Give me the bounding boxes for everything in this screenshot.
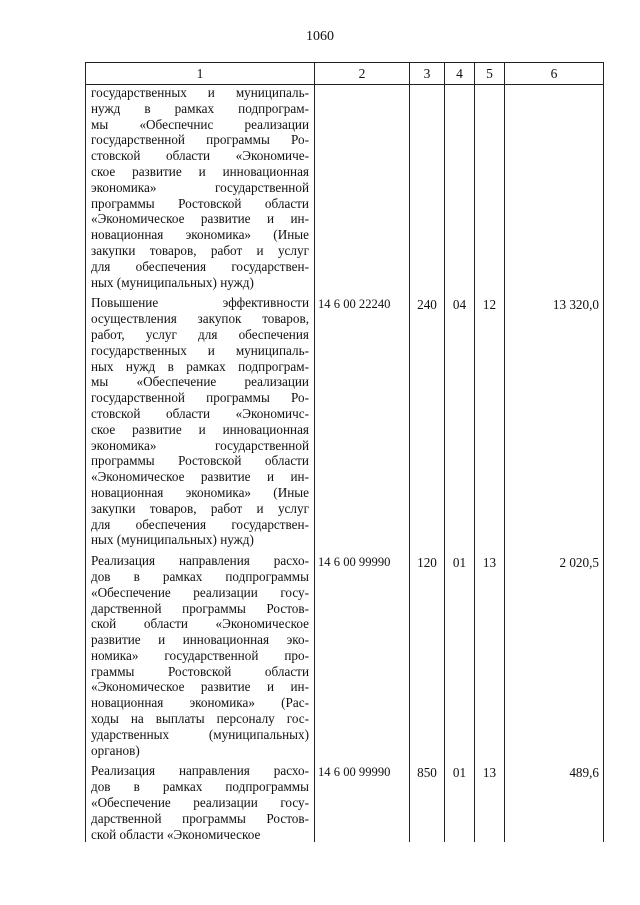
description-line: государственной программы Ро- (91, 132, 309, 148)
description-line: ской области «Экономическое (91, 826, 261, 842)
subsection-code (475, 85, 505, 291)
description-line: мы «Обеспечение реализации (91, 374, 309, 390)
description-line: стовской области «Экономиче- (91, 148, 309, 164)
description-line: органов) (91, 742, 140, 758)
description-line: дов в рамках подпрограммы (91, 568, 309, 584)
section-code: 01 (445, 548, 475, 758)
expense-type-code: 120 (410, 548, 445, 758)
description-line: ской области «Экономическое (91, 616, 309, 632)
table-row (86, 758, 604, 842)
table-header (86, 63, 604, 85)
description-line: дарственной программы Ростов- (91, 810, 309, 826)
description-line: новационная экономика» (Иные (91, 227, 309, 243)
column-header-2: 2 (315, 63, 410, 85)
subsection-code: 13 (475, 758, 505, 842)
page-number: 1060 (306, 29, 334, 44)
expense-type-code (410, 85, 445, 291)
description-line: нужд в рамках подпрограм- (91, 100, 309, 116)
description-line: ных (муниципальных) нужд) (91, 532, 254, 548)
subsection-code: 13 (475, 548, 505, 758)
description-line: дарственной программы Ростов- (91, 600, 309, 616)
section-code (445, 85, 475, 291)
target-article-code: 14 6 00 99990 (315, 758, 410, 842)
description-line: экономика» государственной (91, 179, 309, 195)
expense-type-code: 850 (410, 758, 445, 842)
description-line: закупки товаров, работ и услуг (91, 242, 309, 258)
description-line: граммы Ростовской области (91, 663, 309, 679)
expense-type-code: 240 (410, 290, 445, 548)
row-description (86, 758, 315, 842)
description-line: Реализация направления расхо- (91, 553, 309, 569)
column-header-1: 1 (86, 63, 315, 85)
description-line: новационная экономика» (Рас- (91, 695, 309, 711)
table-row (86, 548, 604, 758)
section-code: 01 (445, 758, 475, 842)
target-article-code: 14 6 00 22240 (315, 290, 410, 548)
description-line: государственных и муниципаль- (91, 342, 309, 358)
description-line: закупки товаров, работ и услуг (91, 500, 309, 516)
description-line: ных (муниципальных) нужд) (91, 274, 254, 290)
table-row (86, 290, 604, 548)
target-article-code: 14 6 00 99990 (315, 548, 410, 758)
description-line: работ, услуг для обеспечения (91, 326, 309, 342)
description-line: мы «Обеспечнис реализации (91, 116, 309, 132)
table-body (86, 85, 604, 843)
section-code: 04 (445, 290, 475, 548)
description-line: «Обеспечение реализации госу- (91, 795, 309, 811)
description-line: «Обеспечение реализации госу- (91, 584, 309, 600)
description-line: дов в рамках подпрограммы (91, 779, 309, 795)
description-line: ское развитие и инновационная (91, 421, 309, 437)
description-line: Повышение эффективности (91, 295, 309, 311)
description-line: для обеспечения государствен- (91, 258, 309, 274)
column-header-5: 5 (475, 63, 505, 85)
subsection-code: 12 (475, 290, 505, 548)
amount: 2 020,5 (505, 548, 604, 758)
column-header-6: 6 (505, 63, 604, 85)
description-line: номика» государственной про- (91, 647, 309, 663)
description-line: ных нужд в рамках подпрограм- (91, 358, 309, 374)
column-header-4: 4 (445, 63, 475, 85)
budget-table (85, 62, 604, 842)
amount (505, 85, 604, 291)
description-line: «Экономическое развитие и ин- (91, 469, 309, 485)
description-line: ходы на выплаты персоналу гос- (91, 711, 309, 727)
target-article-code (315, 85, 410, 291)
description-line: Реализация направления расхо- (91, 763, 309, 779)
description-line: для обеспечения государствен- (91, 516, 309, 532)
row-description (86, 85, 315, 291)
amount: 13 320,0 (505, 290, 604, 548)
description-line: ударственных (муниципальных) (91, 726, 309, 742)
description-line: государственной программы Ро- (91, 390, 309, 406)
description-line: ское развитие и инновационная (91, 163, 309, 179)
description-line: «Экономическое развитие и ин- (91, 211, 309, 227)
description-line: новационная экономика» (Иные (91, 484, 309, 500)
description-line: программы Ростовской области (91, 453, 309, 469)
row-description (86, 290, 315, 548)
description-line: экономика» государственной (91, 437, 309, 453)
amount: 489,6 (505, 758, 604, 842)
description-line: развитие и инновационная эко- (91, 632, 309, 648)
description-line: «Экономическое развитие и ин- (91, 679, 309, 695)
description-line: программы Ростовской области (91, 195, 309, 211)
row-description (86, 548, 315, 758)
description-line: государственных и муниципаль- (91, 85, 309, 100)
description-line: стовской области «Экономичс- (91, 405, 309, 421)
description-line: осуществления закупок товаров, (91, 311, 309, 327)
column-header-3: 3 (410, 63, 445, 85)
table-row (86, 85, 604, 291)
